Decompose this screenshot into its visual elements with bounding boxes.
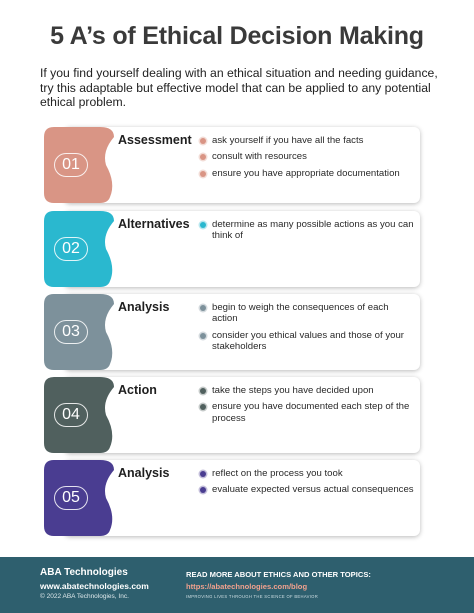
footer-blog-link[interactable]: https://abatechnologies.com/blog	[186, 582, 308, 591]
step-1	[44, 127, 420, 203]
step-4	[44, 377, 420, 453]
bullet-item	[200, 468, 414, 479]
bullet-item	[200, 302, 414, 325]
bullet-dot-icon	[200, 154, 206, 160]
bullet-dot-icon	[200, 388, 206, 394]
bullet-item	[200, 401, 414, 424]
step-number: 03	[62, 323, 80, 340]
step-5	[44, 460, 420, 536]
step-number-badge	[44, 127, 126, 203]
footer	[0, 557, 474, 613]
step-number-badge	[44, 377, 126, 453]
step-title: Action	[118, 383, 157, 397]
step-bullets	[200, 468, 414, 501]
step-3	[44, 294, 420, 370]
bullet-dot-icon	[200, 471, 206, 477]
bullet-text: evaluate expected versus actual consequences	[212, 484, 414, 496]
step-number-badge	[44, 460, 126, 536]
bullet-dot-icon	[200, 333, 206, 339]
bullet-item	[200, 330, 414, 353]
bullet-item	[200, 151, 414, 162]
bullet-text: ensure you have appropriate documentation	[212, 167, 400, 179]
bullet-item	[200, 484, 414, 495]
bullet-dot-icon	[200, 138, 206, 144]
footer-tagline: IMPROVING LIVES THROUGH THE SCIENCE OF BEHAVIOR	[186, 594, 319, 599]
page-title: 5 A’s of Ethical Decision Making	[50, 22, 424, 50]
step-number-badge	[44, 211, 126, 287]
footer-website[interactable]: www.abatechnologies.com	[40, 581, 149, 591]
bullet-dot-icon	[200, 305, 206, 311]
step-bullets	[200, 135, 414, 184]
step-title: Alternatives	[118, 217, 190, 231]
step-2	[44, 211, 420, 287]
bullet-text: begin to weigh the consequences of each action	[212, 302, 389, 325]
step-title: Analysis	[118, 300, 170, 314]
footer-copyright: © 2022 ABA Technologies, Inc.	[40, 593, 129, 600]
footer-brand: ABA Technologies	[40, 567, 128, 578]
step-bullets	[200, 385, 414, 429]
step-bullets	[200, 302, 414, 358]
bullet-text: take the steps you have decided upon	[212, 385, 374, 396]
step-number-badge	[44, 294, 126, 370]
bullet-dot-icon	[200, 171, 206, 177]
bullet-text: consider you ethical values and those of your stakeholders	[212, 329, 404, 353]
intro-text: If you find yourself dealing with an ethical situation and needing guidance, try this adaptable but effective model that can be applied to any potential ethical problem.	[40, 66, 438, 109]
step-number: 02	[62, 240, 80, 257]
bullet-item	[200, 135, 414, 146]
bullet-text: ensure you have documented each step of the process	[212, 401, 410, 424]
bullet-dot-icon	[200, 222, 206, 228]
bullet-item	[200, 219, 414, 242]
bullet-item	[200, 385, 414, 396]
bullet-item	[200, 168, 414, 179]
bullet-text: reflect on the process you took	[212, 468, 343, 479]
step-title: Assessment	[118, 133, 192, 147]
step-bullets	[200, 219, 414, 247]
step-number: 04	[62, 406, 80, 423]
bullet-text: ask yourself if you have all the facts	[212, 135, 364, 146]
step-number: 01	[62, 156, 80, 173]
bullet-dot-icon	[200, 404, 206, 410]
step-title: Analysis	[118, 466, 170, 480]
footer-read-more: READ MORE ABOUT ETHICS AND OTHER TOPICS:	[186, 570, 371, 579]
bullet-text: determine as many possible actions as you can think of	[212, 219, 414, 242]
bullet-text: consult with resources	[212, 151, 307, 163]
bullet-dot-icon	[200, 487, 206, 493]
step-number: 05	[62, 489, 80, 506]
